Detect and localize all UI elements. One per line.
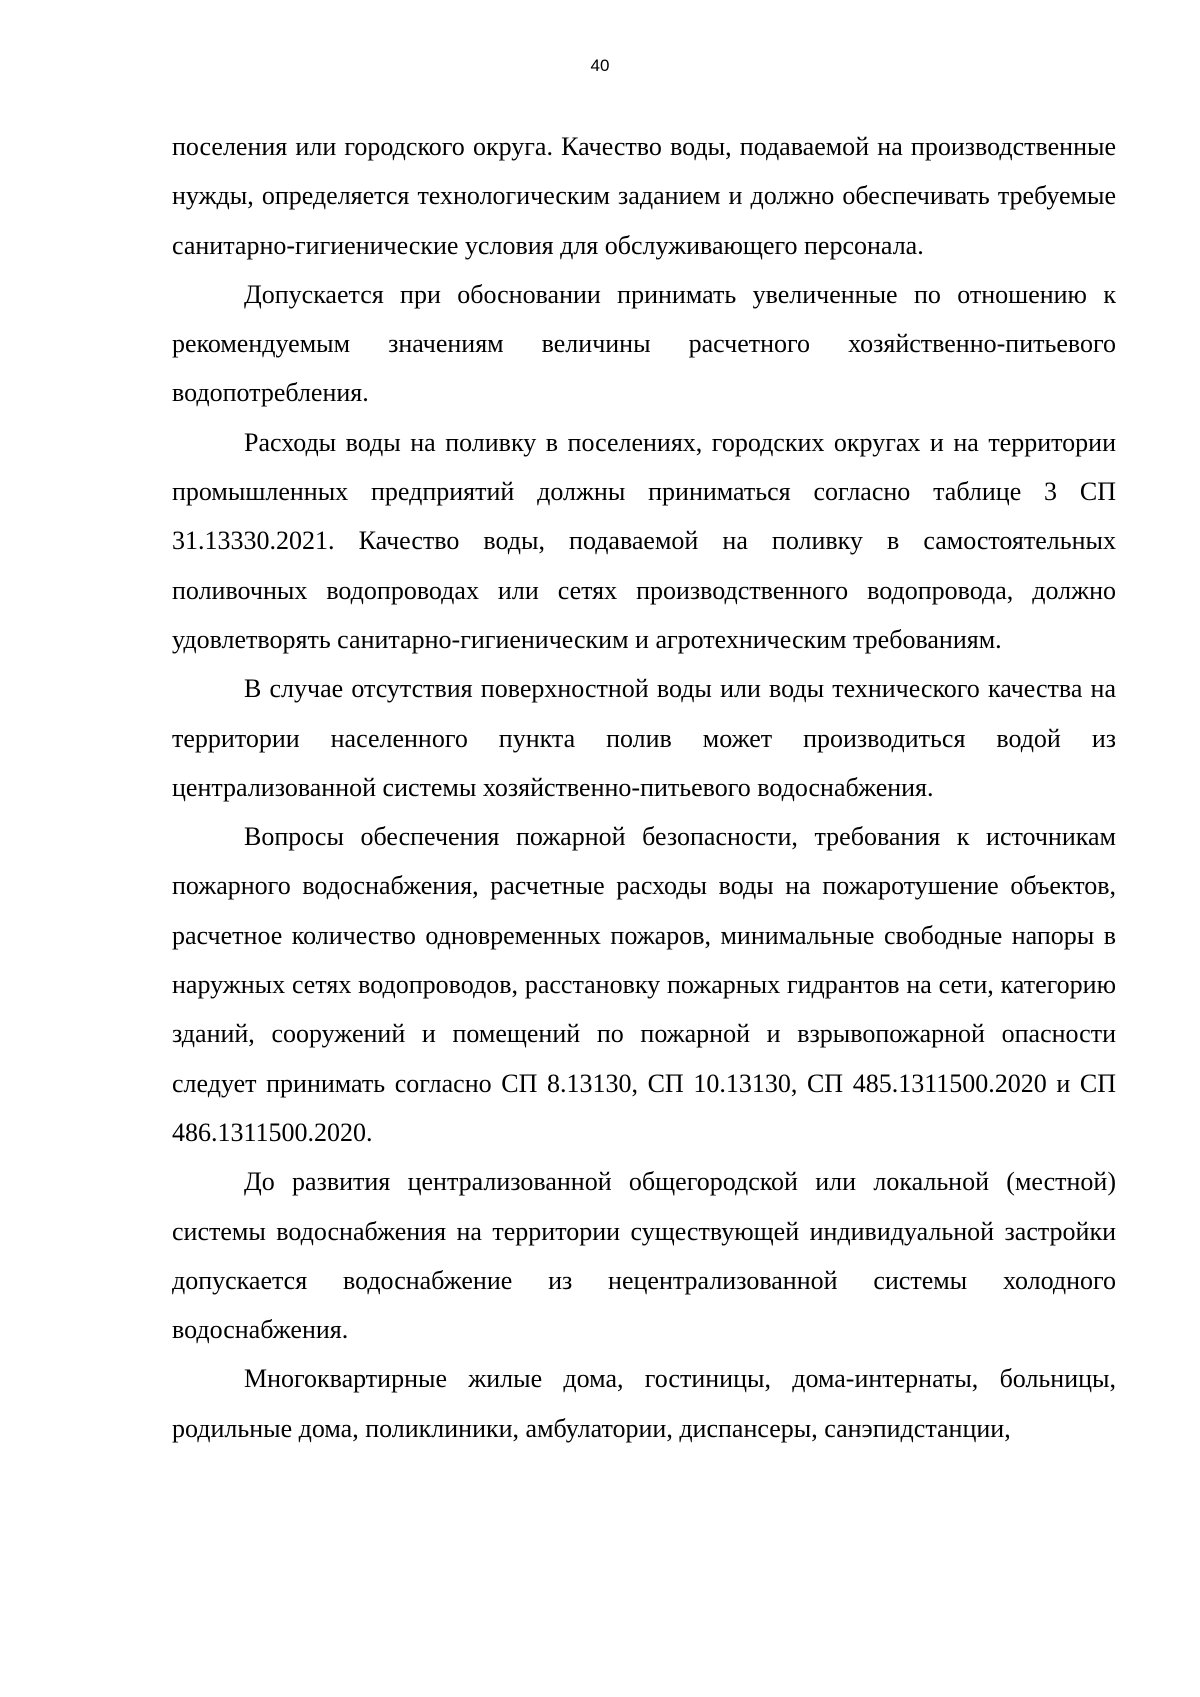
paragraph: Допускается при обосновании принимать увеличенные по отношению к рекомендуемым значениям величины расчетного хозяйственно-питьевого водопотребления. [172, 279, 1116, 408]
paragraph: Вопросы обеспечения пожарной безопасности, требования к источникам пожарного водоснабжения, расчетные расходы воды на пожаротушение объектов, расчетное количество одновременных пожаров, минимальные свободные напоры в наружных сетях водопроводов, расстановку пожарных гидрантов на сети, категорию зданий, сооружений и помещений по пожарной и взрывопожарной опасности следует принимать согласно СП 8.13130, СП 10.13130, СП 485.1311500.2020 и СП 486.1311500.2020. [172, 822, 1116, 1147]
paragraph: Многоквартирные жилые дома, гостиницы, дома-интернаты, больницы, родильные дома, поликлиники, амбулатории, диспансеры, санэпидстанции, [172, 1364, 1116, 1443]
paragraph-continuation: поселения или городского округа. Качество воды, подаваемой на производственные нужды, определяется технологическим заданием и должно обеспечивать требуемые санитарно-гигиенические условия для обслуживающего персонала. [172, 132, 1116, 260]
page-number: 40 [590, 56, 610, 75]
paragraph: До развития централизованной общегородской или локальной (местной) системы водоснабжения на территории существующей индивидуальной застройки допускается водоснабжение из нецентрализованной системы холодного водоснабжения. [172, 1167, 1116, 1345]
paragraph: Расходы воды на поливку в поселениях, городских округах и на территории промышленных предприятий должны приниматься согласно таблице 3 СП 31.13330.2021. Качество воды, подаваемой на поливку в самостоятельных поливочных водопроводах или сетях производственного водопровода, должно удовлетворять санитарно-гигиеническим и агротехническим требованиям. [172, 427, 1116, 654]
page-body [172, 122, 1116, 1453]
paragraph: В случае отсутствия поверхностной воды или воды технического качества на территории населенного пункта полив может производиться водой из централизованной системы хозяйственно-питьевого водоснабжения. [172, 674, 1116, 802]
